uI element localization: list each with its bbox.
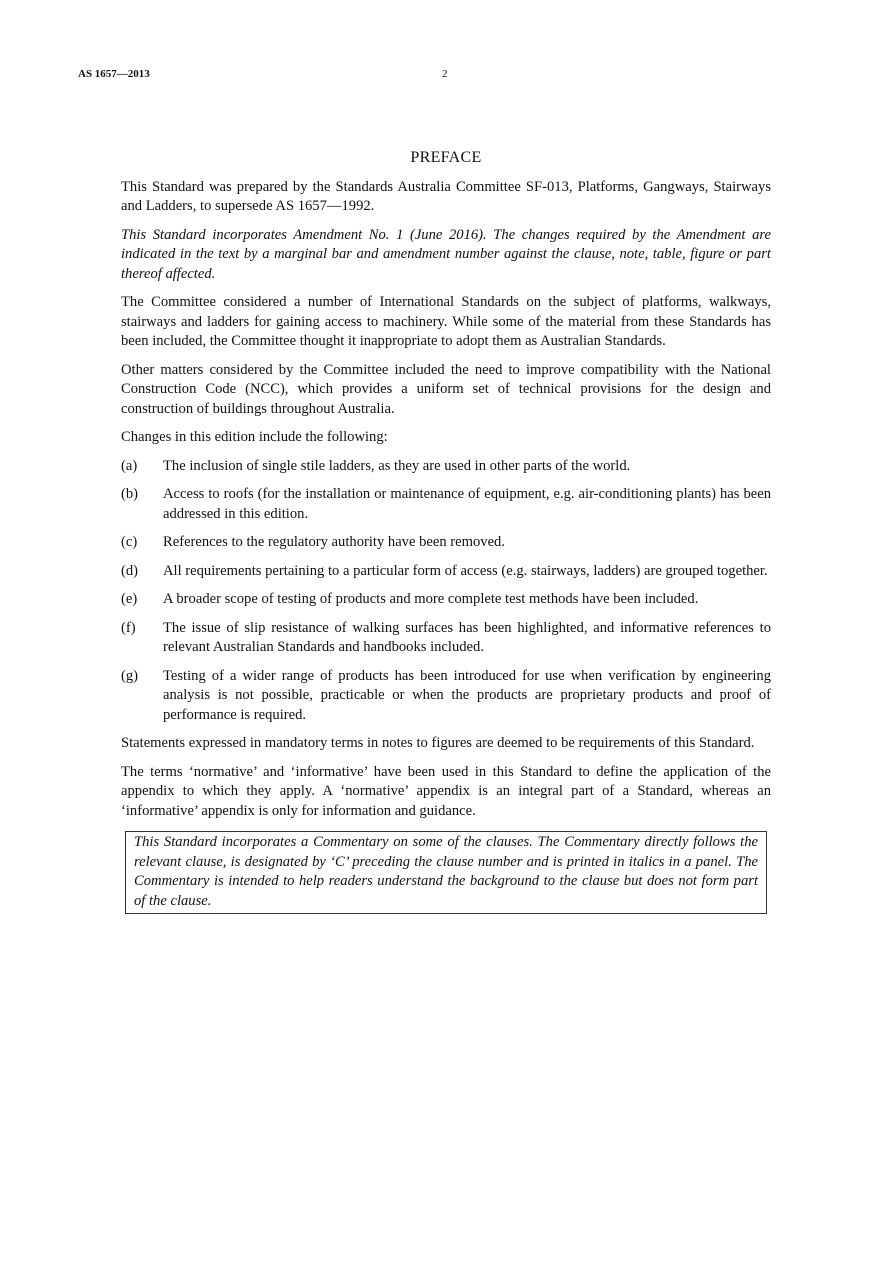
list-item — [121, 562, 771, 582]
commentary-note-panel: This Standard incorporates a Commentary on some of the clauses. The Commentary directly follows the relevant clause, is designated by ‘C’ preceding the clause number and is printed in italics in a panel. The Commentary is intended to help readers understand the background to the clause but does not form part of the clause. — [125, 831, 767, 914]
list-item-text: A broader scope of testing of products and more complete test methods have been included. — [163, 591, 699, 607]
list-item-label: (a) — [121, 457, 138, 474]
preface-paragraph-normative-informative: The terms ‘normative’ and ‘informative’ have been used in this Standard to define the application of the appendix to which they apply. A ‘normative’ appendix is an integral part of a Standard, whereas an ‘informative’ appendix is only for information and guidance. — [121, 763, 771, 819]
list-item-label: (b) — [121, 486, 139, 502]
preface-section — [121, 148, 771, 914]
document-id: AS 1657—2013 — [78, 68, 150, 80]
list-item-label: (g) — [121, 667, 139, 684]
list-item-text: All requirements pertaining to a particular form of access (e.g. stairways, ladders) are grouped together. — [163, 562, 768, 579]
preface-paragraph-international-standards: The Committee considered a number of International Standards on the subject of platforms, walkways, stairways and ladders for gaining access to machinery. While some of the material from these Standards has been included, the Committee thought it inappropriate to adopt them as Australian Standards. — [121, 294, 771, 349]
preface-paragraph-committee: This Standard was prepared by the Standards Australia Committee SF-013, Platforms, Gangways, Stairways and Ladders, to supersede AS 1657—1992. — [121, 178, 771, 214]
list-item — [121, 590, 771, 610]
preface-paragraph-mandatory-terms: Statements expressed in mandatory terms in notes to figures are deemed to be requirements of this Standard. — [121, 735, 755, 751]
list-item-text: References to the regulatory authority have been removed. — [163, 534, 505, 550]
list-item — [121, 667, 771, 726]
preface-paragraph-changes-intro: Changes in this edition include the following: — [121, 429, 388, 445]
list-item-label: (c) — [121, 534, 138, 550]
preface-title: PREFACE — [410, 149, 482, 166]
list-item-text: The inclusion of single stile ladders, as they are used in other parts of the world. — [163, 457, 631, 474]
list-item — [121, 457, 771, 477]
list-item-label: (f) — [121, 619, 136, 636]
list-item-text: The issue of slip resistance of walking surfaces has been highlighted, and informative references to relevant Australian Standards and handbooks included. — [163, 619, 771, 655]
list-item-text: Access to roofs (for the installation or maintenance of equipment, e.g. air-conditioning plants) has been addressed in this edition. — [163, 486, 771, 522]
preface-paragraph-amendment: This Standard incorporates Amendment No. 1 (June 2016). The changes required by the Amendment are indicated in the text by a marginal bar and amendment number against the clause, note, table, figure or part thereof affected. — [121, 226, 771, 282]
page-header — [78, 68, 478, 84]
changes-list — [121, 457, 771, 726]
list-item — [121, 485, 771, 524]
list-item — [121, 619, 771, 658]
list-item-label: (d) — [121, 562, 139, 579]
list-item-label: (e) — [121, 591, 138, 607]
list-item-text: Testing of a wider range of products has been introduced for use when verification by engineering analysis is not possible, practicable or when the products are proprietary products and proof of performance is required. — [163, 667, 771, 723]
page-number: 2 — [442, 68, 448, 80]
list-item — [121, 533, 771, 553]
preface-paragraph-ncc: Other matters considered by the Committee included the need to improve compatibility with the National Construction Code (NCC), which provides a uniform set of technical provisions for the design and construction of buildings throughout Australia. — [121, 361, 771, 417]
